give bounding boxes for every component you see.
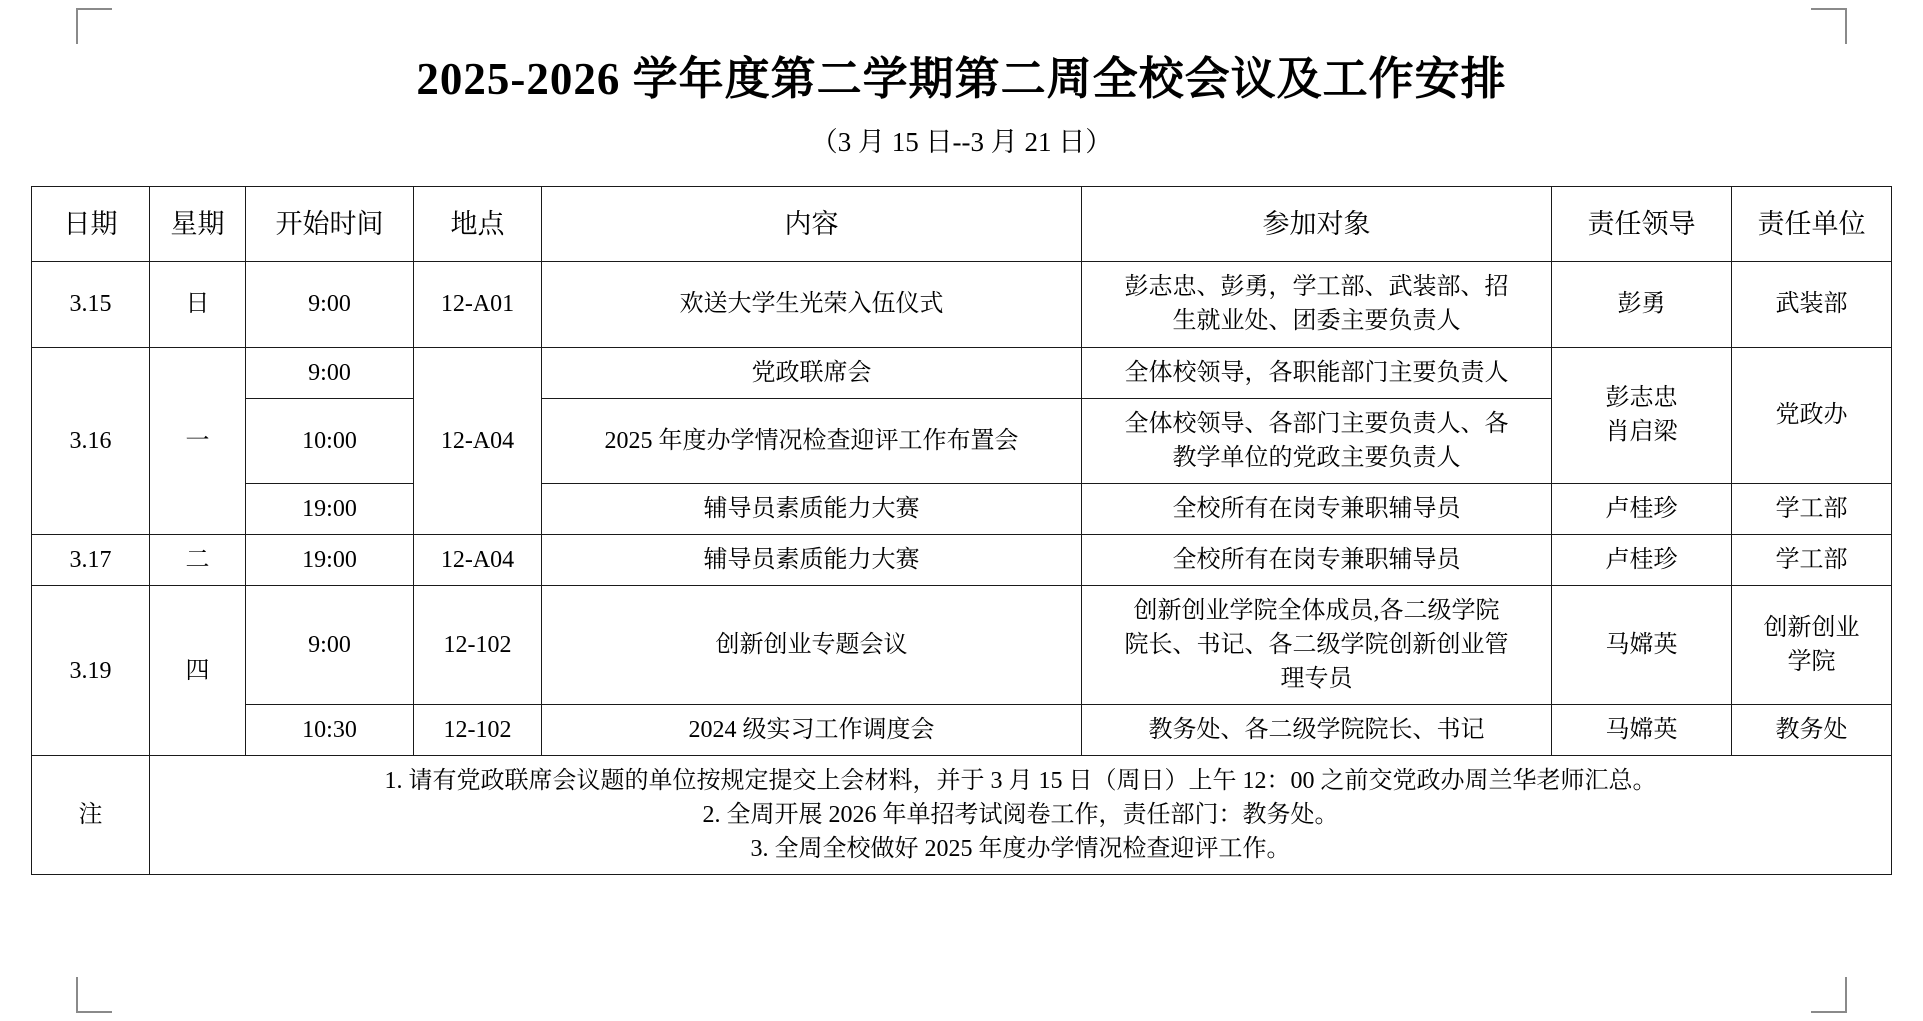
column-header-responsible-leader: 责任领导 xyxy=(1552,187,1732,262)
cell-participants: 教务处、各二级学院院长、书记 xyxy=(1082,705,1552,756)
cell-weekday: 二 xyxy=(150,534,246,585)
participants-line: 理专员 xyxy=(1280,666,1353,693)
crop-mark-top-right xyxy=(1811,8,1847,44)
cell-content: 创新创业专题会议 xyxy=(542,585,1082,704)
cell-weekday: 一 xyxy=(150,347,246,534)
note-line: 2. 全周开展 2026 年单招考试阅卷工作，责任部门：教务处。 xyxy=(702,802,1339,829)
cell-responsible-unit xyxy=(1732,585,1892,704)
cell-start-time: 10:30 xyxy=(246,705,414,756)
table-row xyxy=(32,483,1892,534)
column-header-participants: 参加对象 xyxy=(1082,187,1552,262)
cell-start-time: 9:00 xyxy=(246,262,414,347)
cell-responsible-unit: 武装部 xyxy=(1732,262,1892,347)
cell-participants: 全体校领导，各职能部门主要负责人 xyxy=(1082,347,1552,398)
schedule-table xyxy=(31,186,1892,875)
crop-mark-bottom-left xyxy=(76,977,112,1013)
cell-content: 欢送大学生光荣入伍仪式 xyxy=(542,262,1082,347)
cell-responsible-leader: 马嫦英 xyxy=(1552,705,1732,756)
cell-participants xyxy=(1082,585,1552,704)
crop-mark-bottom-right xyxy=(1811,977,1847,1013)
table-row xyxy=(32,705,1892,756)
participants-line: 院长、书记、各二级学院创新创业管 xyxy=(1124,632,1509,659)
cell-participants: 全校所有在岗专兼职辅导员 xyxy=(1082,483,1552,534)
notes-label: 注 xyxy=(32,756,150,875)
cell-content: 2025 年度办学情况检查迎评工作布置会 xyxy=(542,398,1082,483)
table-row xyxy=(32,534,1892,585)
column-header-weekday: 星期 xyxy=(150,187,246,262)
cell-weekday: 日 xyxy=(150,262,246,347)
table-row xyxy=(32,585,1892,704)
page-title: 2025-2026 学年度第二学期第二周全校会议及工作安排 xyxy=(416,54,1507,104)
table-row xyxy=(32,347,1892,398)
cell-responsible-leader: 卢桂珍 xyxy=(1552,534,1732,585)
cell-responsible-unit: 教务处 xyxy=(1732,705,1892,756)
cell-start-time: 9:00 xyxy=(246,585,414,704)
cell-date: 3.17 xyxy=(32,534,150,585)
unit-line: 创新创业 xyxy=(1763,614,1860,641)
page-subtitle: （3 月 15 日--3 月 21 日） xyxy=(810,127,1113,157)
participants-line: 生就业处、团委主要负责人 xyxy=(1172,308,1461,335)
participants-line: 教学单位的党政主要负责人 xyxy=(1172,444,1461,471)
cell-content: 2024 级实习工作调度会 xyxy=(542,705,1082,756)
cell-start-time: 10:00 xyxy=(246,398,414,483)
unit-line: 学院 xyxy=(1787,649,1836,676)
cell-weekday: 四 xyxy=(150,585,246,755)
note-line: 1. 请有党政联席会议题的单位按规定提交上会材料，并于 3 月 15 日（周日）上午 12：00 之前交党政办周兰华老师汇总。 xyxy=(384,768,1657,795)
crop-mark-top-left xyxy=(76,8,112,44)
cell-date: 3.16 xyxy=(32,347,150,534)
leader-line: 肖启梁 xyxy=(1605,419,1678,446)
cell-content: 辅导员素质能力大赛 xyxy=(542,534,1082,585)
cell-responsible-unit: 党政办 xyxy=(1732,347,1892,483)
cell-participants xyxy=(1082,262,1552,347)
cell-content: 辅导员素质能力大赛 xyxy=(542,483,1082,534)
column-header-location: 地点 xyxy=(414,187,542,262)
table-row xyxy=(32,262,1892,347)
cell-responsible-leader xyxy=(1552,347,1732,483)
cell-responsible-leader: 彭勇 xyxy=(1552,262,1732,347)
table-header-row xyxy=(32,187,1892,262)
cell-start-time: 19:00 xyxy=(246,483,414,534)
note-line: 3. 全周全校做好 2025 年度办学情况检查迎评工作。 xyxy=(750,836,1291,863)
notes-content xyxy=(150,756,1892,875)
cell-content: 党政联席会 xyxy=(542,347,1082,398)
column-header-responsible-unit: 责任单位 xyxy=(1732,187,1892,262)
cell-responsible-unit: 学工部 xyxy=(1732,483,1892,534)
cell-location: 12-A04 xyxy=(414,347,542,534)
cell-date: 3.19 xyxy=(32,585,150,755)
cell-location: 12-102 xyxy=(414,705,542,756)
column-header-date: 日期 xyxy=(32,187,150,262)
leader-line: 彭志忠 xyxy=(1605,385,1678,412)
cell-responsible-leader: 卢桂珍 xyxy=(1552,483,1732,534)
participants-line: 全体校领导、各部门主要负责人、各 xyxy=(1124,410,1509,437)
table-notes-row xyxy=(32,756,1892,875)
participants-line: 创新创业学院全体成员,各二级学院 xyxy=(1133,597,1500,624)
cell-start-time: 9:00 xyxy=(246,347,414,398)
cell-responsible-unit: 学工部 xyxy=(1732,534,1892,585)
cell-location: 12-A04 xyxy=(414,534,542,585)
participants-line: 彭志忠、彭勇，学工部、武装部、招 xyxy=(1124,274,1509,301)
cell-date: 3.15 xyxy=(32,262,150,347)
column-header-content: 内容 xyxy=(542,187,1082,262)
cell-responsible-leader: 马嫦英 xyxy=(1552,585,1732,704)
cell-location: 12-102 xyxy=(414,585,542,704)
cell-start-time: 19:00 xyxy=(246,534,414,585)
cell-participants xyxy=(1082,398,1552,483)
cell-participants: 全校所有在岗专兼职辅导员 xyxy=(1082,534,1552,585)
cell-location: 12-A01 xyxy=(414,262,542,347)
column-header-start-time: 开始时间 xyxy=(246,187,414,262)
